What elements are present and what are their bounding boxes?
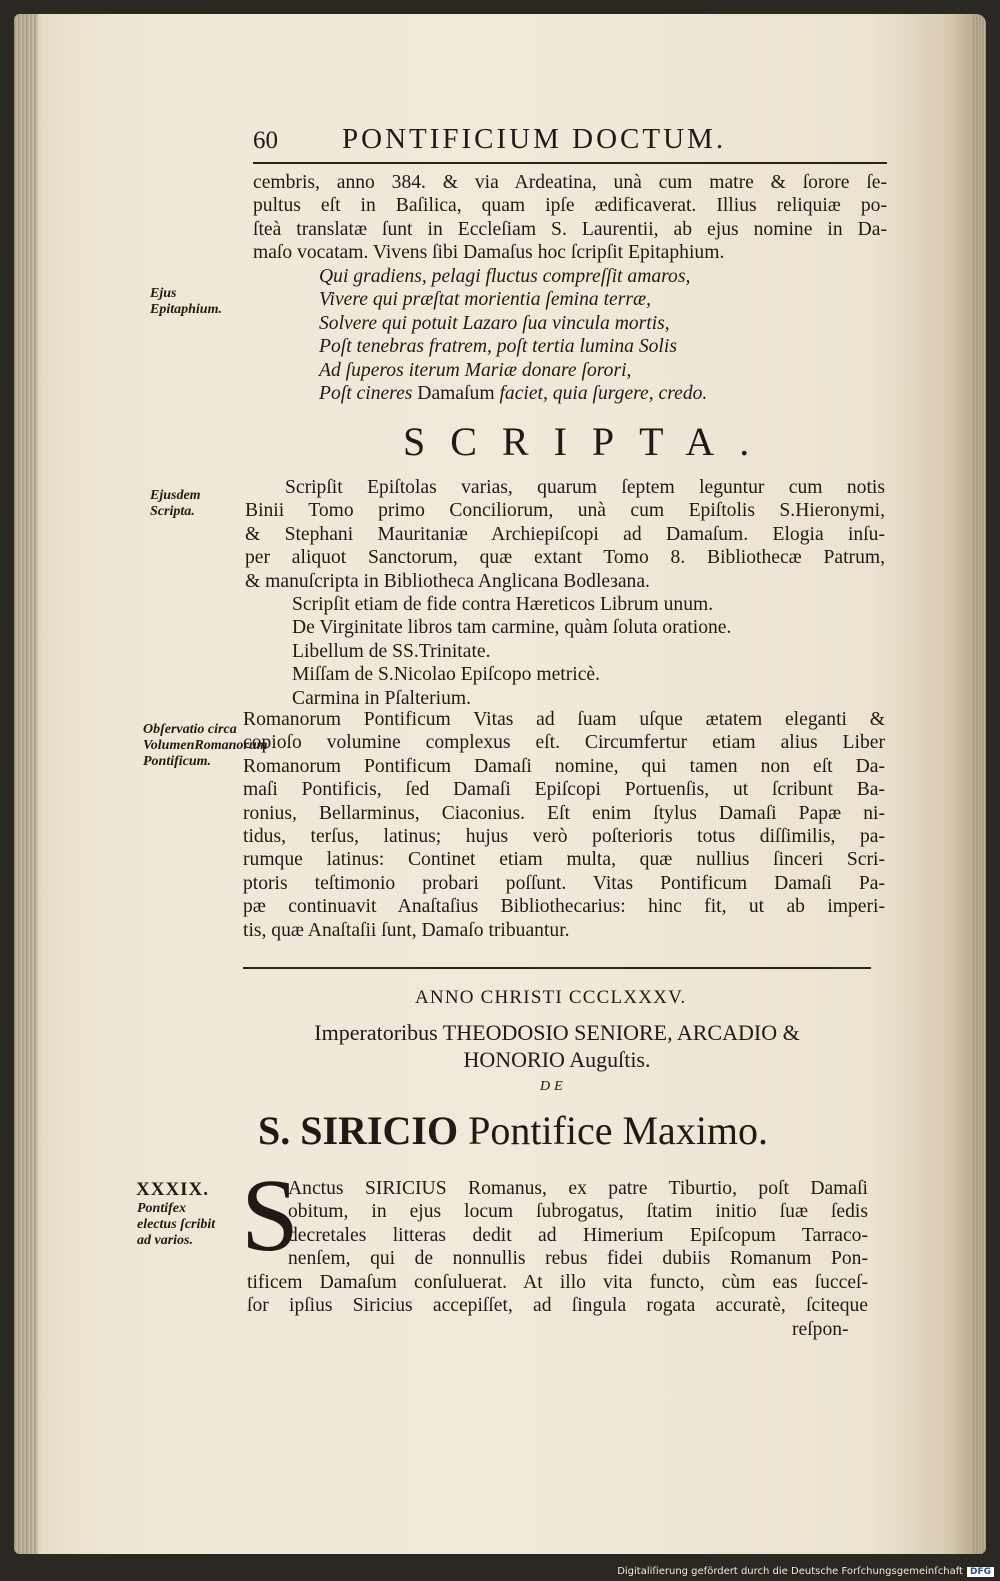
header-rule	[253, 162, 887, 164]
paragraph-siricius-indented	[288, 1177, 868, 1271]
catchword: reſpon-	[792, 1319, 849, 1340]
text-line: cembris, anno 384. & via Ardeatina, unà cum matre & ſorore ſe-	[253, 172, 887, 193]
text-line: Anctus SIRICIUS Romanus, ex patre Tiburtio, poſt Damaſi	[288, 1178, 868, 1199]
text-line: Scripſit Epiſtolas varias, quarum ſeptem leguntur cum notis	[285, 477, 885, 498]
text-line: rumque latinus: Continet etiam multa, quæ nullius ſinceri Scri-	[243, 849, 885, 871]
list-item: Scripſit etiam de fide contra Hæreticos Librum unum.	[292, 594, 714, 615]
section-rule	[243, 967, 871, 969]
text-line: ptoris teſtimonio probari poſſunt. Vitas Pontificum Damaſi Pa-	[243, 872, 885, 894]
page-edge	[972, 14, 986, 1554]
list-item: Miſſam de S.Nicolao Epiſcopo metricè.	[292, 664, 600, 686]
text-line: Romanorum Pontificum Vitas ad ſuam uſque ætatem eleganti &	[243, 709, 885, 730]
text-line: pæ continuavit Anaſtaſius Bibliothecarius: hinc fit, ut ab imperi-	[243, 896, 885, 918]
page-number: 60	[253, 127, 278, 154]
margin-note-observatio: Obſervatio circa VolumenRomanorum Pontificum.	[143, 722, 268, 769]
text-line: nenſem, qui de nonnullis rebus fidei dubiis Romanum Pon-	[288, 1248, 868, 1270]
paragraph-damasus-burial	[253, 171, 887, 265]
verse-line: Solvere qui potuit Lazaro ſua vincula mortis,	[319, 312, 670, 334]
verse-line: Ad ſuperos iterum Mariæ donare ſorori,	[319, 359, 632, 381]
text-line: tificem Damaſum conſuluerat. At illo vita functo, cùm eas ſucceſ-	[247, 1272, 868, 1293]
epitaph-verse	[319, 265, 769, 405]
text-line: ſor ipſius Siricius accepiſſet, ad ſingula rogata accuratè, ſciteque	[247, 1295, 868, 1317]
imperatoribus-heading: Imperatoribus THEODOSIO SENIORE, ARCADIO & HONORIO Auguſtis.	[314, 1020, 800, 1072]
margin-note-scripta: Ejusdem Scripta.	[150, 488, 201, 519]
page-gutter	[14, 14, 38, 1554]
verse-line: Poſt tenebras fratrem, poſt tertia lumina Solis	[319, 336, 677, 358]
chapter-number: XXXIX.	[136, 1179, 210, 1200]
de-heading: DE	[540, 1079, 567, 1094]
margin-note-pontifex: Pontifex electus ſcribit ad varios.	[137, 1201, 216, 1248]
drop-cap: S	[241, 1158, 299, 1273]
verse-line-last	[319, 382, 769, 405]
paragraph-siricius	[247, 1271, 868, 1318]
digitization-footer	[617, 1566, 994, 1577]
margin-note-epitaphium: Ejus Epitaphium.	[150, 286, 222, 317]
siricio-title	[258, 1107, 768, 1154]
anno-heading: ANNO CHRISTI CCCLXXXV.	[415, 987, 687, 1008]
text-line: tidus, terſus, latinus; hujus verò poſterioris totus diſſimilis, pa-	[243, 825, 885, 847]
list-item: De Virginitate libros tam carmine, quàm ſoluta oratione.	[292, 617, 732, 639]
text-line: ſteà translatæ ſunt in Eccleſiam S. Laurentii, ab ejus nomine in Da-	[253, 218, 887, 240]
dfg-logo: DFG	[967, 1567, 994, 1577]
paragraph-vitae-pontificum	[243, 708, 885, 942]
text-line: per aliquot Sanctorum, quæ extant Tomo 8. Bibliothecæ Patrum,	[245, 547, 885, 569]
siricio-name: S. SIRICIO	[258, 1108, 459, 1153]
text-line: tis, quæ Anaſtaſii ſunt, Damaſo tribuantur.	[243, 919, 570, 941]
text-line: maſi Pontificis, ſed Damaſi Epiſcopi Portuenſis, ut ſcribunt Ba-	[243, 779, 885, 801]
verse-line: Qui gradiens, pelagi fluctus compreſſit amaros,	[319, 266, 691, 287]
verse-name-damasum: Damaſum	[412, 382, 500, 404]
section-title-scripta: SCRIPTA.	[403, 419, 775, 464]
text-line: obitum, in ejus locum ſubrogatus, ſtatim initio ſuæ ſedis	[288, 1201, 868, 1223]
works-list	[292, 593, 882, 710]
verse-part: faciet, quia ſurgere, credo.	[499, 382, 708, 404]
running-title: PONTIFICIUM DOCTUM.	[342, 123, 727, 155]
text-line: & Stephani Mauritaniæ Archiepiſcopi ad Damaſum. Elogia inſu-	[245, 523, 885, 545]
list-item: Carmina in Pſalterium.	[292, 687, 472, 709]
verse-line: Vivere qui præſtat morientia ſemina terræ,	[319, 289, 651, 311]
verse-part: Poſt cineres	[319, 382, 413, 404]
text-line: decretales litteras dedit ad Himerium Epiſcopum Tarraco-	[288, 1224, 868, 1246]
text-line: maſo vocatam. Vivens ſibi Damaſus hoc ſcripſit Epitaphium.	[253, 242, 725, 264]
paragraph-epistolae	[245, 476, 885, 593]
text-line: ronius, Bellarminus, Ciaconius. Eſt enim ſtylus Damaſi Papæ ni-	[243, 802, 885, 824]
text-line: & manuſcripta in Bibliotheca Anglicana Bodleзana.	[245, 570, 650, 592]
text-line: Binii Tomo primo Conciliorum, unà cum Epiſtolis S.Hieronymi,	[245, 500, 885, 522]
footer-text: Digitaliſierung gefördert durch die Deutsche Forſchungsgemeinſchaft	[617, 1566, 963, 1577]
text-line: pultus eſt in Baſilica, quam ipſe ædificaverat. Illius reliquiæ po-	[253, 195, 887, 217]
text-line: Romanorum Pontificum Damaſi nomine, qui tamen non eſt Da-	[243, 755, 885, 777]
list-item: Libellum de SS.Trinitate.	[292, 640, 491, 662]
text-line: copioſo volumine complexus eſt. Circumfertur etiam alius Liber	[243, 732, 885, 754]
siricio-rest: Pontifice Maximo.	[458, 1108, 769, 1153]
